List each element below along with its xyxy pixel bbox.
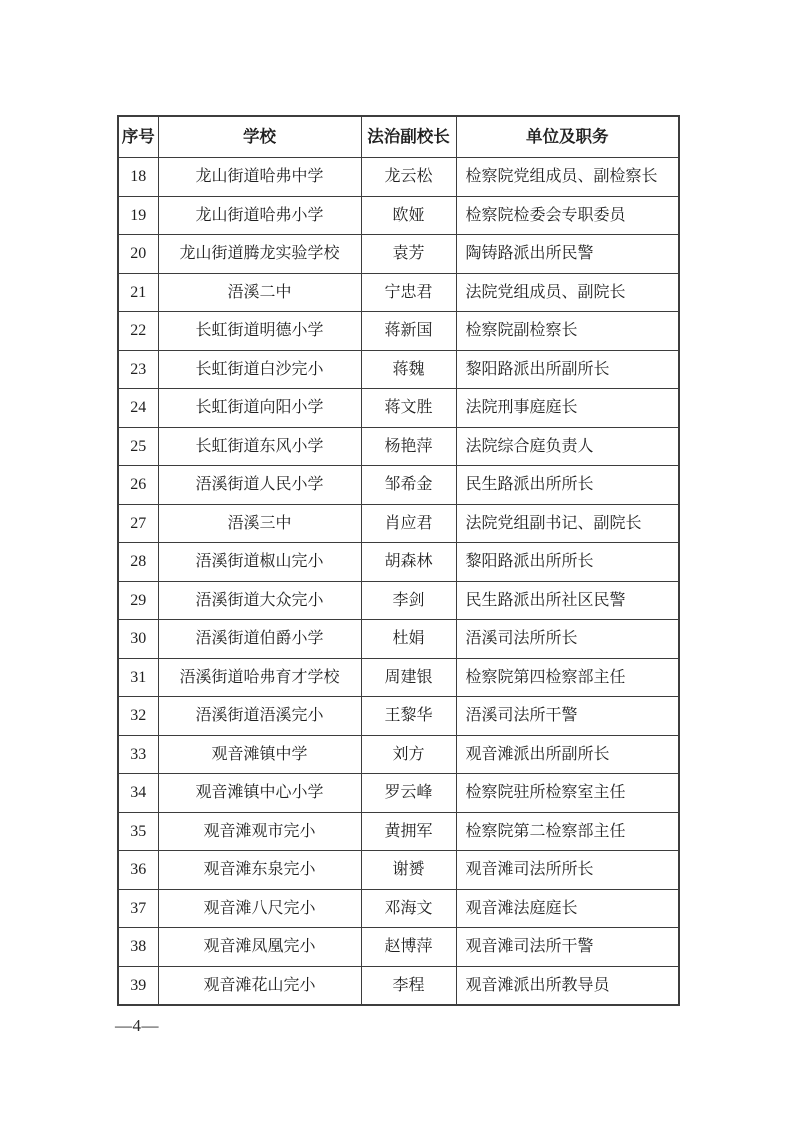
cell-serial-number: 30 <box>118 620 158 659</box>
cell-school: 浯溪街道哈弗育才学校 <box>158 658 361 697</box>
cell-vice-principal: 罗云峰 <box>361 774 456 813</box>
cell-vice-principal: 欧娅 <box>361 196 456 235</box>
table-row <box>118 350 679 389</box>
table-row <box>118 427 679 466</box>
table-row <box>118 273 679 312</box>
cell-serial-number: 31 <box>118 658 158 697</box>
cell-school: 长虹街道东风小学 <box>158 427 361 466</box>
legal-vice-principal-roster-table <box>117 115 680 1006</box>
cell-unit-position: 检察院驻所检察室主任 <box>456 774 679 813</box>
cell-serial-number: 24 <box>118 389 158 428</box>
cell-unit-position: 检察院检委会专职委员 <box>456 196 679 235</box>
cell-serial-number: 26 <box>118 466 158 505</box>
cell-serial-number: 20 <box>118 235 158 274</box>
cell-vice-principal: 宁忠君 <box>361 273 456 312</box>
cell-school: 浯溪街道大众完小 <box>158 581 361 620</box>
cell-serial-number: 38 <box>118 928 158 967</box>
cell-serial-number: 27 <box>118 504 158 543</box>
cell-unit-position: 黎阳路派出所所长 <box>456 543 679 582</box>
cell-unit-position: 观音滩派出所教导员 <box>456 966 679 1005</box>
table-row <box>118 774 679 813</box>
cell-serial-number: 21 <box>118 273 158 312</box>
table-row <box>118 158 679 197</box>
table-row <box>118 697 679 736</box>
cell-unit-position: 检察院副检察长 <box>456 312 679 351</box>
cell-serial-number: 23 <box>118 350 158 389</box>
cell-serial-number: 35 <box>118 812 158 851</box>
cell-unit-position: 检察院第二检察部主任 <box>456 812 679 851</box>
cell-school: 长虹街道明德小学 <box>158 312 361 351</box>
table-row <box>118 889 679 928</box>
cell-school: 观音滩镇中学 <box>158 735 361 774</box>
page-number: —4— <box>115 1016 159 1035</box>
cell-unit-position: 民生路派出所社区民警 <box>456 581 679 620</box>
col-header-serial-number: 序号 <box>118 116 158 158</box>
cell-vice-principal: 李程 <box>361 966 456 1005</box>
table-row <box>118 620 679 659</box>
table-row <box>118 658 679 697</box>
cell-serial-number: 32 <box>118 697 158 736</box>
cell-vice-principal: 李剑 <box>361 581 456 620</box>
cell-serial-number: 29 <box>118 581 158 620</box>
cell-vice-principal: 赵博萍 <box>361 928 456 967</box>
table-row <box>118 312 679 351</box>
cell-serial-number: 25 <box>118 427 158 466</box>
cell-school: 观音滩东泉完小 <box>158 851 361 890</box>
col-header-unit-position: 单位及职务 <box>456 116 679 158</box>
cell-unit-position: 陶铸路派出所民警 <box>456 235 679 274</box>
cell-school: 龙山街道腾龙实验学校 <box>158 235 361 274</box>
cell-serial-number: 33 <box>118 735 158 774</box>
cell-vice-principal: 周建银 <box>361 658 456 697</box>
table-row <box>118 581 679 620</box>
cell-unit-position: 观音滩法庭庭长 <box>456 889 679 928</box>
cell-vice-principal: 蒋新国 <box>361 312 456 351</box>
cell-vice-principal: 肖应君 <box>361 504 456 543</box>
cell-vice-principal: 袁芳 <box>361 235 456 274</box>
cell-vice-principal: 蒋文胜 <box>361 389 456 428</box>
table-row <box>118 851 679 890</box>
roster-table-container <box>117 115 680 1006</box>
table-row <box>118 543 679 582</box>
cell-vice-principal: 蒋魏 <box>361 350 456 389</box>
cell-vice-principal: 杜娟 <box>361 620 456 659</box>
table-row <box>118 928 679 967</box>
cell-school: 浯溪街道人民小学 <box>158 466 361 505</box>
cell-vice-principal: 胡森林 <box>361 543 456 582</box>
cell-vice-principal: 刘方 <box>361 735 456 774</box>
col-header-vice-principal: 法治副校长 <box>361 116 456 158</box>
cell-serial-number: 28 <box>118 543 158 582</box>
cell-vice-principal: 邹希金 <box>361 466 456 505</box>
table-row <box>118 389 679 428</box>
cell-unit-position: 观音滩司法所干警 <box>456 928 679 967</box>
cell-school: 观音滩镇中心小学 <box>158 774 361 813</box>
cell-unit-position: 检察院党组成员、副检察长 <box>456 158 679 197</box>
cell-unit-position: 民生路派出所所长 <box>456 466 679 505</box>
cell-serial-number: 37 <box>118 889 158 928</box>
cell-vice-principal: 谢赟 <box>361 851 456 890</box>
cell-school: 浯溪三中 <box>158 504 361 543</box>
cell-school: 观音滩八尺完小 <box>158 889 361 928</box>
cell-unit-position: 观音滩派出所副所长 <box>456 735 679 774</box>
cell-school: 长虹街道白沙完小 <box>158 350 361 389</box>
cell-school: 龙山街道哈弗小学 <box>158 196 361 235</box>
cell-vice-principal: 王黎华 <box>361 697 456 736</box>
cell-serial-number: 22 <box>118 312 158 351</box>
cell-serial-number: 18 <box>118 158 158 197</box>
table-row <box>118 466 679 505</box>
table-row <box>118 504 679 543</box>
cell-serial-number: 39 <box>118 966 158 1005</box>
cell-unit-position: 法院刑事庭庭长 <box>456 389 679 428</box>
table-header-row <box>118 116 679 158</box>
cell-serial-number: 34 <box>118 774 158 813</box>
table-row <box>118 812 679 851</box>
cell-school: 观音滩花山完小 <box>158 966 361 1005</box>
cell-vice-principal: 邓海文 <box>361 889 456 928</box>
table-row <box>118 966 679 1005</box>
table-row <box>118 735 679 774</box>
cell-school: 浯溪街道椒山完小 <box>158 543 361 582</box>
cell-school: 龙山街道哈弗中学 <box>158 158 361 197</box>
cell-school: 观音滩观市完小 <box>158 812 361 851</box>
cell-vice-principal: 杨艳萍 <box>361 427 456 466</box>
cell-school: 浯溪街道浯溪完小 <box>158 697 361 736</box>
table-row <box>118 235 679 274</box>
cell-unit-position: 浯溪司法所干警 <box>456 697 679 736</box>
cell-unit-position: 法院综合庭负责人 <box>456 427 679 466</box>
cell-school: 观音滩凤凰完小 <box>158 928 361 967</box>
cell-unit-position: 黎阳路派出所副所长 <box>456 350 679 389</box>
cell-unit-position: 法院党组副书记、副院长 <box>456 504 679 543</box>
col-header-school: 学校 <box>158 116 361 158</box>
table-row <box>118 196 679 235</box>
cell-unit-position: 检察院第四检察部主任 <box>456 658 679 697</box>
cell-vice-principal: 龙云松 <box>361 158 456 197</box>
cell-unit-position: 观音滩司法所所长 <box>456 851 679 890</box>
cell-school: 长虹街道向阳小学 <box>158 389 361 428</box>
cell-serial-number: 36 <box>118 851 158 890</box>
cell-school: 浯溪街道伯爵小学 <box>158 620 361 659</box>
cell-unit-position: 法院党组成员、副院长 <box>456 273 679 312</box>
cell-serial-number: 19 <box>118 196 158 235</box>
cell-vice-principal: 黄拥军 <box>361 812 456 851</box>
cell-school: 浯溪二中 <box>158 273 361 312</box>
cell-unit-position: 浯溪司法所所长 <box>456 620 679 659</box>
